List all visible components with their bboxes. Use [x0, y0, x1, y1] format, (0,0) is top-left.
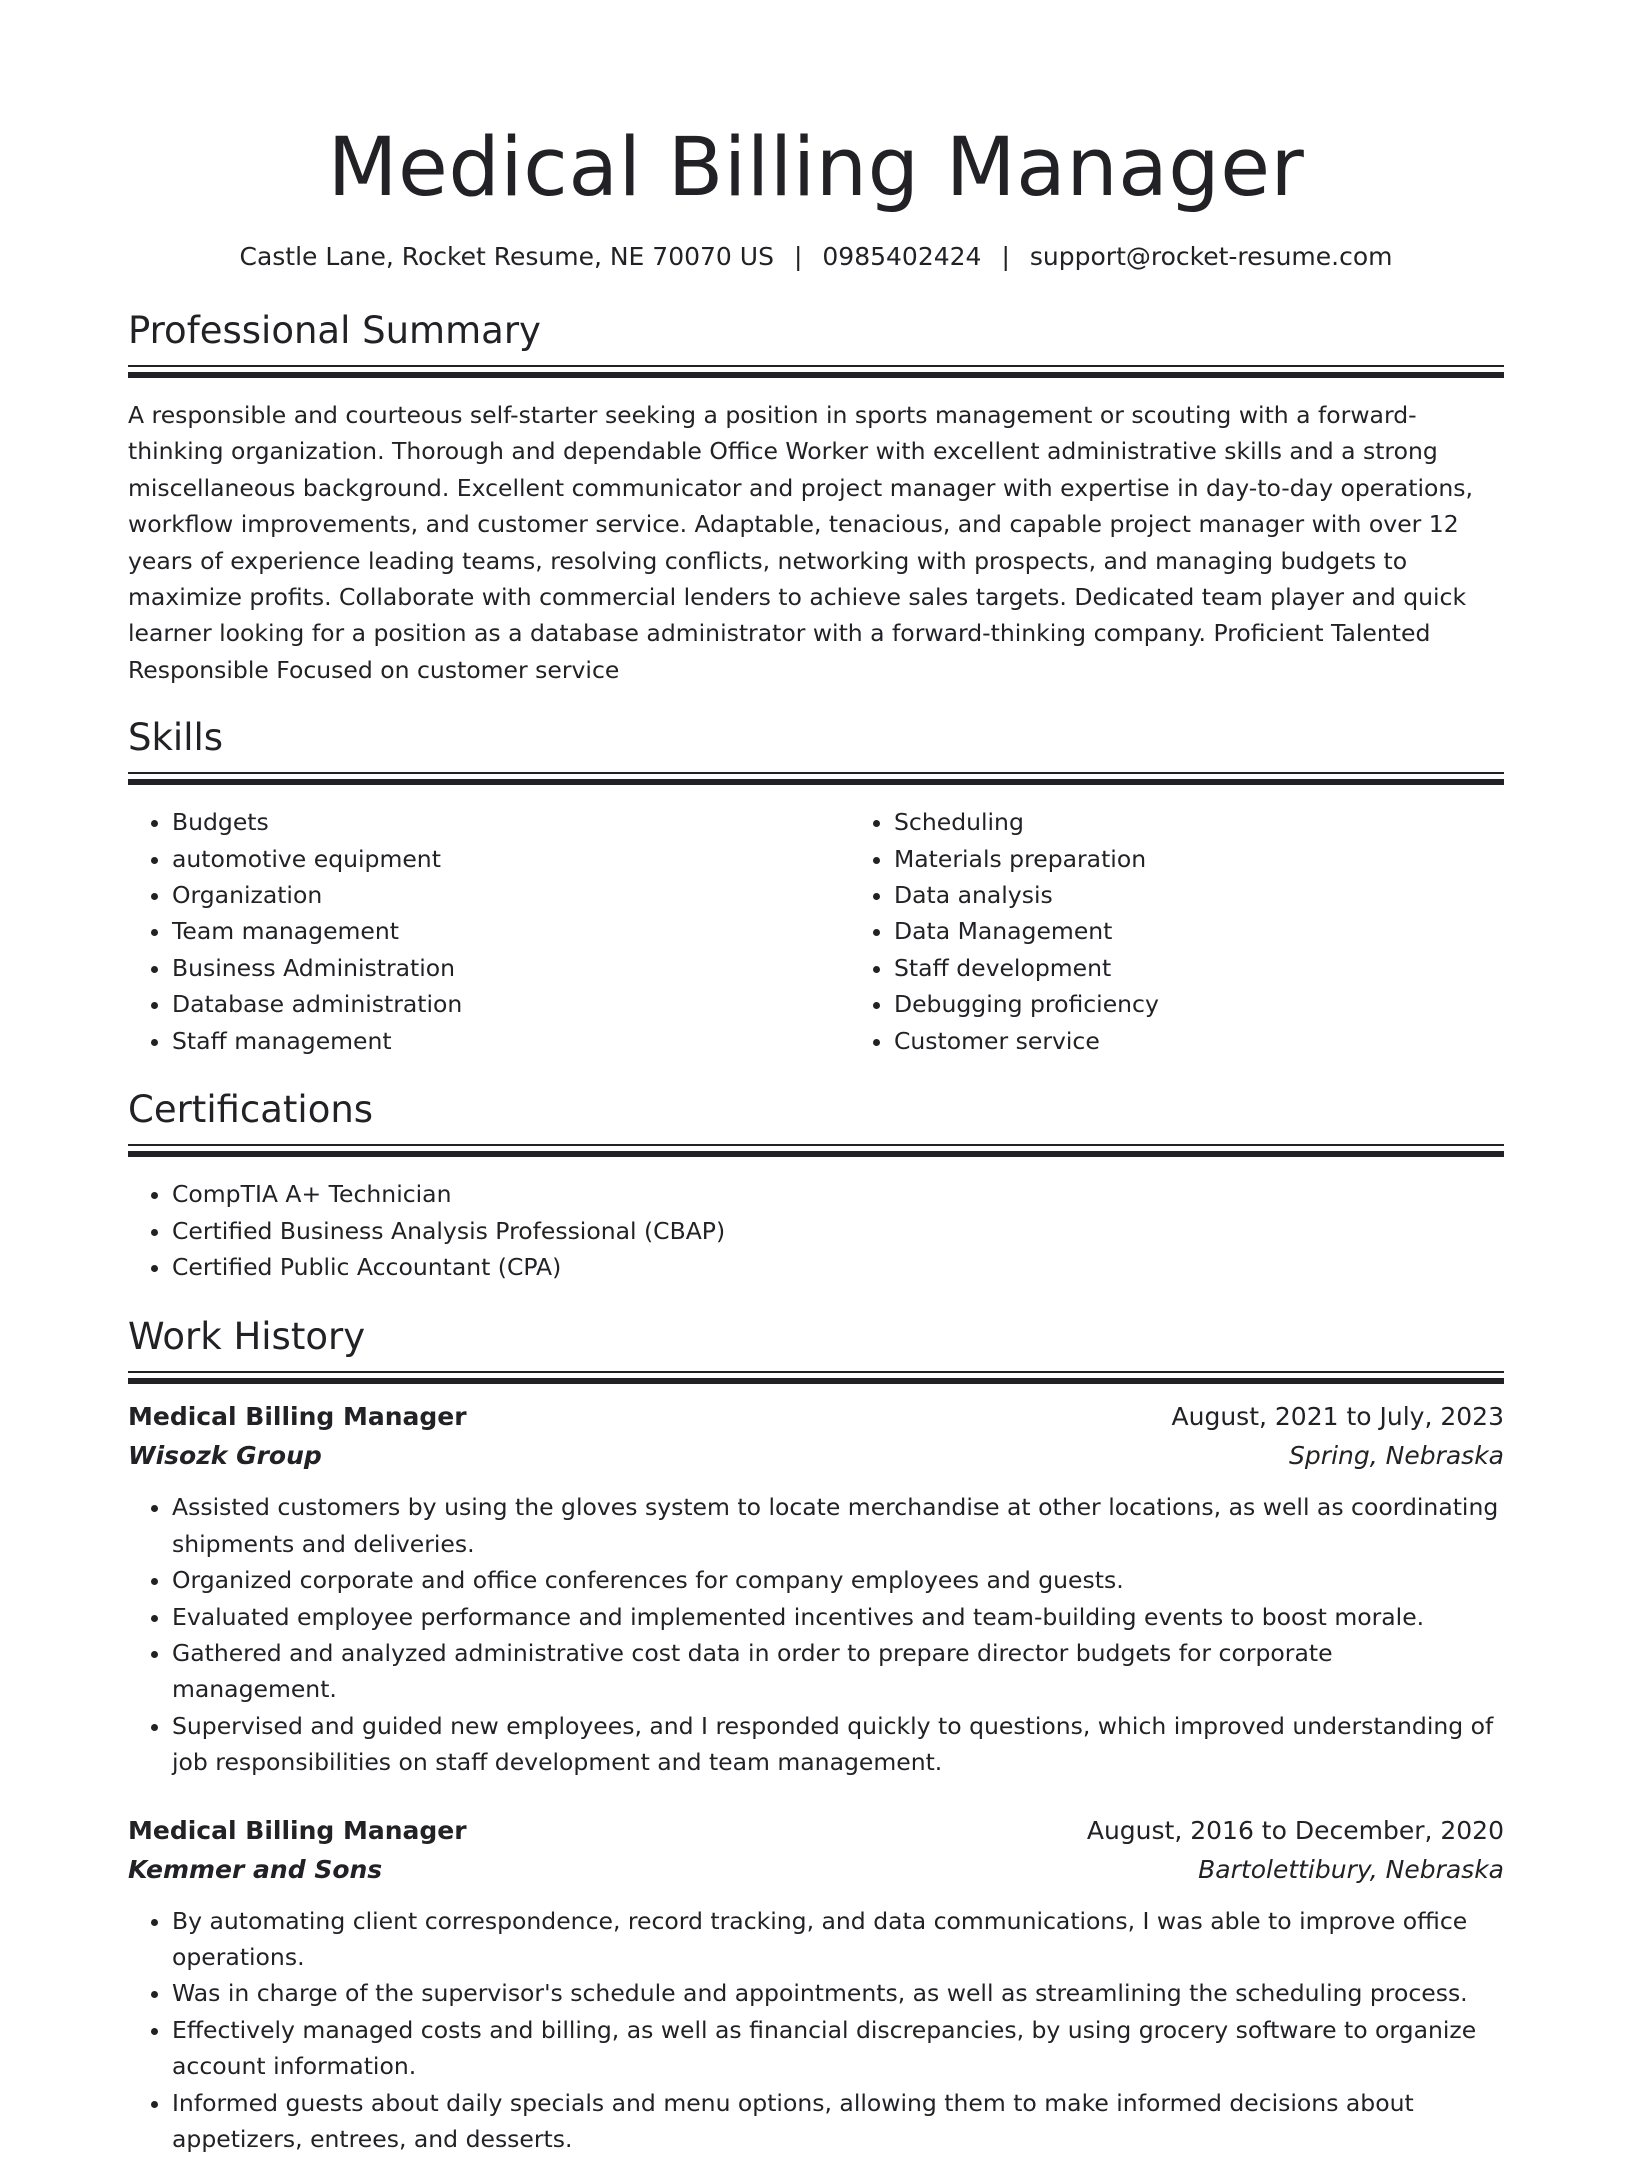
job-bullet: • Gathered and analyzed administrative cost data in order to prepare director budgets for corporate management. [172, 1635, 1504, 1708]
job-bullet: • Was in charge of the supervisor's schedule and appointments, as well as streamlining the scheduling process. [172, 1975, 1504, 2011]
summary-section [128, 307, 1504, 688]
skills-section [128, 714, 1504, 1059]
job-entry [128, 1397, 1504, 1780]
job-bullets [128, 1489, 1504, 1780]
job-subheader [128, 1436, 1504, 1475]
contact-phone: 0985402424 [822, 242, 982, 271]
skill-item: • Database administration [172, 986, 850, 1022]
skill-item: • Data Management [894, 913, 1572, 949]
skill-item: • Data analysis [894, 877, 1572, 913]
skill-item: • Budgets [172, 804, 850, 840]
skill-item: • Customer service [894, 1023, 1572, 1059]
skills-columns [128, 804, 1504, 1059]
job-bullet: • By automating client correspondence, record tracking, and data communications, I was able to improve office operations. [172, 1903, 1504, 1976]
job-bullet: • Supervised and guided new employees, and I responded quickly to questions, which improved understanding of job responsibilities on staff development and team management. [172, 1708, 1504, 1781]
job-location: Bartolettibury, Nebraska [1198, 1854, 1504, 1884]
skill-item: • Team management [172, 913, 850, 949]
certifications-list [128, 1176, 1504, 1285]
job-dates: August, 2016 to December, 2020 [1086, 1815, 1504, 1845]
contact-address: Castle Lane, Rocket Resume, NE 70070 US [239, 242, 774, 271]
skill-item: • Scheduling [894, 804, 1572, 840]
section-divider [128, 1144, 1504, 1158]
job-bullet: • Assisted customers by using the gloves system to locate merchandise at other locations, as well as coordinating shipments and deliveries. [172, 1489, 1504, 1562]
certification-item: • Certified Business Analysis Professional (CBAP) [172, 1213, 1504, 1249]
certification-item: • Certified Public Accountant (CPA) [172, 1249, 1504, 1285]
contact-separator: | [793, 242, 803, 271]
job-bullet: • Evaluated employee performance and implemented incentives and team-building events to boost morale. [172, 1599, 1504, 1635]
skill-item: • Business Administration [172, 950, 850, 986]
section-divider [128, 1371, 1504, 1385]
skill-item: • Organization [172, 877, 850, 913]
job-dates: August, 2021 to July, 2023 [1171, 1402, 1504, 1432]
section-title: Skills [128, 716, 224, 760]
job-header [128, 1397, 1504, 1436]
contact-email: support@rocket-resume.com [1029, 242, 1393, 271]
resume-page [128, 0, 1504, 2157]
job-title: Medical Billing Manager [128, 1815, 467, 1845]
job-bullets [128, 1903, 1504, 2157]
certifications-section [128, 1086, 1504, 1285]
job-location: Spring, Nebraska [1289, 1441, 1504, 1471]
skills-list-left [128, 804, 850, 1059]
section-divider [128, 772, 1504, 786]
contact-separator: | [1001, 242, 1010, 271]
section-divider [128, 365, 1504, 379]
job-subheader [128, 1850, 1504, 1889]
job-bullet: • Organized corporate and office conferences for company employees and guests. [172, 1562, 1504, 1598]
skill-item: • Staff management [172, 1023, 850, 1059]
skills-list-right [850, 804, 1572, 1059]
job-bullet: • Informed guests about daily specials and menu options, allowing them to make informed decisions about appetizers, entrees, and desserts. [172, 2085, 1504, 2157]
contact-line [128, 240, 1504, 274]
section-title: Professional Summary [128, 309, 541, 352]
job-company: Kemmer and Sons [128, 1854, 383, 1884]
skill-item: • automotive equipment [172, 841, 850, 877]
job-company: Wisozk Group [128, 1441, 322, 1471]
skill-item: • Staff development [894, 950, 1572, 986]
job-title: Medical Billing Manager [128, 1402, 467, 1432]
certification-item: • CompTIA A+ Technician [172, 1176, 1504, 1212]
job-header [128, 1811, 1504, 1850]
work-history-section [128, 1313, 1504, 2157]
job-entry [128, 1811, 1504, 2157]
section-title: Certifications [128, 1088, 374, 1132]
skill-item: • Materials preparation [894, 841, 1572, 877]
resume-name: Medical Billing Manager [327, 121, 1305, 215]
skill-item: • Debugging proficiency [894, 986, 1572, 1022]
job-bullet: • Effectively managed costs and billing, as well as financial discrepancies, by using grocery software to organize account information. [172, 2012, 1504, 2085]
summary-text: A responsible and courteous self-starter seeking a position in sports management or scouting with a forward-thinking organization. Thorough and dependable Office Worker with excellent administrative skills and a strong miscellaneous background. Excellent communicator and project manager with expertise in day-to-day operations, workflow improvements, and customer service. Adaptable, tenacious, and capable project manager with over 12 years of experience leading teams, resolving conflicts, networking with prospects, and managing budgets to maximize profits. Collaborate with commercial lenders to achieve sales targets. Dedicated team player and quick learner looking for a position as a database administrator with a forward-thinking company. Proficient Talented Responsible Focused on customer service [128, 401, 1473, 684]
section-title: Work History [128, 1315, 366, 1359]
